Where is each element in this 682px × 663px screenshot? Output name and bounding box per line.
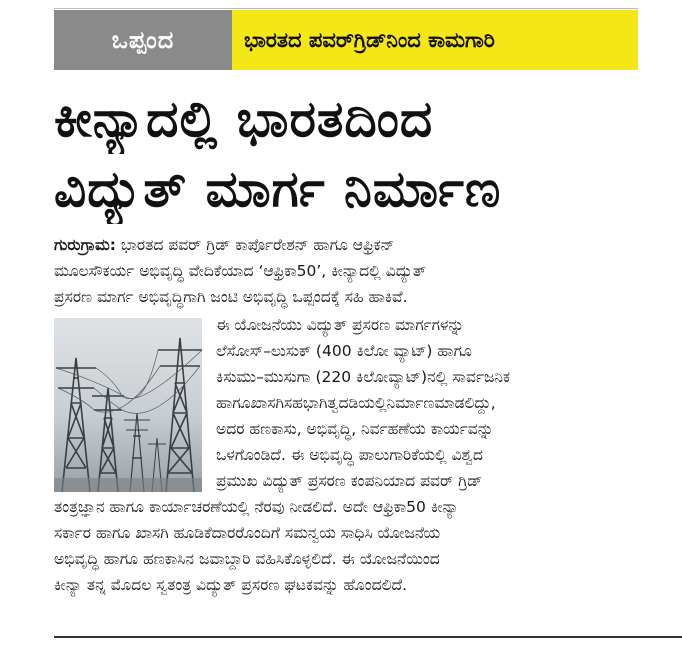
bottom-rule bbox=[54, 636, 682, 638]
kicker-text: ಭಾರತದ ಪವರ್‌ಗ್ರಿಡ್‌ನಿಂದ ಕಾಮಗಾರಿ bbox=[232, 10, 638, 70]
headline-line-2: ವಿದ್ಯುತ್‌ ಮಾರ್ಗ ನಿರ್ಮಾಣ bbox=[54, 160, 502, 218]
article-line: ಕಿಸುಮು–ಮುಸುಗಾ (220 ಕಿಲೋವ್ಯಾಟ್)ನಲ್ಲಿ ಸಾರ್ವಜನಿಕ bbox=[216, 368, 511, 386]
article-line-text: ಭಾರತದ ಪವರ್ ಗ್ರಿಡ್ ಕಾರ್ಪೊರೇಶನ್ ಹಾಗೂ ಆಫ್ರಿಕನ್ bbox=[120, 236, 395, 254]
article-line bbox=[54, 232, 638, 258]
article-line: ತಂತ್ರಜ್ಞಾನ ಹಾಗೂ ಕಾರ್ಯಾಚರಣೆಯಲ್ಲಿ ನೆರವು ನೀಡಲಿದೆ. ಅದೇ ಆಫ್ರಿಕಾ50 ಕೀನ್ಯಾ bbox=[54, 498, 459, 516]
article-line: ಪ್ರಮುಖ ವಿದ್ಯುತ್ ಪ್ರಸರಣ ಕಂಪನಿಯಾದ ಪವರ್ ಗ್ರಿಡ್ bbox=[216, 472, 483, 490]
article-line: ಸರ್ಕಾರ ಹಾಗೂ ಖಾಸಗಿ ಹೂಡಿಕೆದಾರರೊಂದಿಗೆ ಸಮನ್ವಯ ಸಾಧಿಸಿ ಯೋಜನೆಯ bbox=[54, 524, 441, 542]
header-bar bbox=[54, 10, 638, 70]
wrap-text bbox=[202, 312, 638, 494]
headline-line-1: ಕೀನ್ಯಾದಲ್ಲಿ ಭಾರತದಿಂದ bbox=[54, 90, 434, 148]
article-line: ಅದರ ಹಣಕಾಸು, ಅಭಿವೃದ್ಧಿ, ನಿರ್ವಹಣೆಯ ಕಾರ್ಯವನ್ನು bbox=[216, 420, 494, 438]
dateline: ಗುರುಗ್ರಾಮ: bbox=[54, 236, 116, 254]
article-line: ಲೆಸೋಸ್–ಲುಸುಕ್ (400 ಕಿಲೋ ವ್ಯಾಟ್) ಹಾಗೂ bbox=[216, 342, 472, 360]
section-tag: ಒಪ್ಪಂದ bbox=[54, 10, 232, 70]
article-line: ಅಭಿವೃದ್ಧಿ ಹಾಗೂ ಹಣಕಾಸಿನ ಜವಾಬ್ದಾರಿ ವಹಿಸಿಕೊಳ್ಳಲಿದೆ. ಈ ಯೋಜನೆಯಿಂದ bbox=[54, 550, 440, 568]
towers-icon bbox=[54, 318, 202, 492]
article-line: ಪ್ರಸರಣ ಮಾರ್ಗ ಅಭಿವೃದ್ಧಿಗಾಗಿ ಜಂಟಿ ಅಭಿವೃದ್ಧಿ ಒಪ್ಪಂದಕ್ಕೆ ಸಹಿ ಹಾಕಿವೆ. bbox=[54, 288, 408, 306]
article-line: ಕೀನ್ಯಾ ತನ್ನ ಮೊದಲ ಸ್ವತಂತ್ರ ವಿದ್ಯುತ್ ಪ್ರಸರಣ ಘಟಕವನ್ನು ಹೊಂದಲಿದೆ. bbox=[54, 576, 408, 594]
article-line: ಈ ಯೋಜನೆಯು ವಿದ್ಯುತ್ ಪ್ರಸರಣ ಮಾರ್ಗಗಳನ್ನು bbox=[216, 316, 465, 334]
transmission-towers-photo bbox=[54, 318, 202, 492]
article-line: ಹಾಗೂಖಾಸಗಿಸಹಭಾಗಿತ್ವದಡಿಯಲ್ಲಿನಿರ್ಮಾಣಮಾಡಲಿದ್ದು, bbox=[216, 394, 496, 412]
article-line: ಒಳಗೊಂಡಿದೆ. ಈ ಅಭಿವೃದ್ಧಿ ಪಾಲುಗಾರಿಕೆಯಲ್ಲಿ ವಿಶ್ವದ bbox=[216, 446, 483, 464]
article-body bbox=[54, 232, 638, 598]
photo-wrap-row bbox=[54, 312, 638, 494]
article-line: ಮೂಲಸೌಕರ್ಯ ಅಭಿವೃದ್ಧಿ ವೇದಿಕೆಯಾದ ‘ಆಫ್ರಿಕಾ50’, ಕೀನ್ಯಾದಲ್ಲಿ ವಿದ್ಯುತ್ bbox=[54, 262, 427, 280]
top-rule bbox=[54, 8, 638, 9]
headline bbox=[54, 84, 638, 224]
